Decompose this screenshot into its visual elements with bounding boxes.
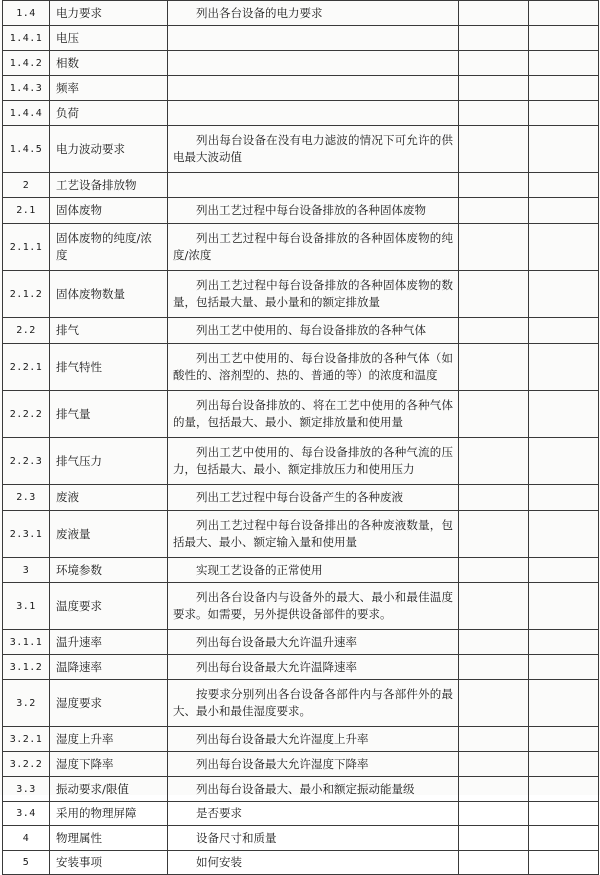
blank-cell bbox=[459, 391, 529, 438]
row-number: 1.4 bbox=[3, 1, 50, 26]
blank-cell bbox=[459, 583, 529, 630]
blank-cell bbox=[529, 511, 599, 558]
table-row bbox=[3, 485, 599, 511]
row-number: 2.2.2 bbox=[3, 391, 50, 438]
blank-cell bbox=[529, 802, 599, 826]
row-item: 工艺设备排放物 bbox=[50, 173, 168, 198]
table-row bbox=[3, 826, 599, 851]
blank-cell bbox=[459, 826, 529, 851]
blank-cell bbox=[529, 76, 599, 101]
blank-cell bbox=[459, 558, 529, 583]
row-item: 物理属性 bbox=[50, 826, 168, 851]
blank-cell bbox=[529, 826, 599, 851]
row-description: 列出工艺中使用的、每台设备排放的各种气体 bbox=[168, 318, 459, 344]
blank-cell bbox=[459, 344, 529, 391]
blank-cell bbox=[529, 727, 599, 752]
row-number: 4 bbox=[3, 826, 50, 851]
row-description: 列出工艺过程中每台设备排放的各种固体废物的数量，包括最大量、最小量和的额定排放量 bbox=[168, 271, 459, 318]
table-row bbox=[3, 391, 599, 438]
blank-cell bbox=[529, 680, 599, 727]
blank-cell bbox=[529, 173, 599, 198]
blank-cell bbox=[459, 271, 529, 318]
blank-cell bbox=[529, 318, 599, 344]
blank-cell bbox=[529, 101, 599, 126]
table-body bbox=[3, 1, 599, 875]
table-row bbox=[3, 1, 599, 26]
blank-cell bbox=[529, 344, 599, 391]
row-number: 2.3.1 bbox=[3, 511, 50, 558]
row-item: 采用的物理屏障 bbox=[50, 802, 168, 826]
blank-cell bbox=[529, 391, 599, 438]
row-number: 2.3 bbox=[3, 485, 50, 511]
blank-cell bbox=[459, 680, 529, 727]
blank-cell bbox=[529, 485, 599, 511]
blank-cell bbox=[459, 224, 529, 271]
blank-cell bbox=[459, 318, 529, 344]
row-number: 3.1 bbox=[3, 583, 50, 630]
blank-cell bbox=[459, 777, 529, 802]
blank-cell bbox=[529, 224, 599, 271]
table-row bbox=[3, 438, 599, 485]
row-description bbox=[168, 76, 459, 101]
table-row bbox=[3, 851, 599, 875]
row-number: 1.4.2 bbox=[3, 51, 50, 76]
row-item: 排气压力 bbox=[50, 438, 168, 485]
table-row bbox=[3, 583, 599, 630]
row-description: 列出每台设备最大允许温降速率 bbox=[168, 655, 459, 680]
row-description bbox=[168, 101, 459, 126]
row-description bbox=[168, 51, 459, 76]
blank-cell bbox=[529, 752, 599, 777]
row-item: 电压 bbox=[50, 26, 168, 51]
row-number: 1.4.5 bbox=[3, 126, 50, 173]
blank-cell bbox=[529, 26, 599, 51]
row-number: 3.2.1 bbox=[3, 727, 50, 752]
row-item: 湿度上升率 bbox=[50, 727, 168, 752]
table-row bbox=[3, 76, 599, 101]
row-description: 列出每台设备最大允许湿度下降率 bbox=[168, 752, 459, 777]
row-number: 1.4.3 bbox=[3, 76, 50, 101]
row-item: 固体废物 bbox=[50, 198, 168, 224]
row-number: 1.4.1 bbox=[3, 26, 50, 51]
row-number: 3.1.2 bbox=[3, 655, 50, 680]
row-description: 列出各台设备的电力要求 bbox=[168, 1, 459, 26]
row-description: 列出工艺过程中每台设备排放的各种固体废物 bbox=[168, 198, 459, 224]
row-description: 列出工艺中使用的、每台设备排放的各种气体（如酸性的、溶剂型的、热的、普通的等）的浓度和温度 bbox=[168, 344, 459, 391]
row-item: 固体废物数量 bbox=[50, 271, 168, 318]
row-item: 安装事项 bbox=[50, 851, 168, 875]
blank-cell bbox=[459, 511, 529, 558]
row-number: 2.1.1 bbox=[3, 224, 50, 271]
blank-cell bbox=[529, 655, 599, 680]
row-description: 按要求分别列出各台设备各部件内与各部件外的最大、最小和最佳湿度要求。 bbox=[168, 680, 459, 727]
row-number: 3.4 bbox=[3, 802, 50, 826]
blank-cell bbox=[529, 630, 599, 655]
row-item: 固体废物的纯度/浓度 bbox=[50, 224, 168, 271]
blank-cell bbox=[529, 777, 599, 802]
row-number: 3.1.1 bbox=[3, 630, 50, 655]
row-description: 如何安装 bbox=[168, 851, 459, 875]
table-row bbox=[3, 511, 599, 558]
table-row bbox=[3, 51, 599, 76]
row-description: 列出每台设备最大、最小和额定振动能量级 bbox=[168, 777, 459, 802]
row-item: 湿度下降率 bbox=[50, 752, 168, 777]
row-item: 排气 bbox=[50, 318, 168, 344]
row-item: 废液量 bbox=[50, 511, 168, 558]
row-item: 废液 bbox=[50, 485, 168, 511]
table-row bbox=[3, 318, 599, 344]
row-description bbox=[168, 173, 459, 198]
row-description: 是否要求 bbox=[168, 802, 459, 826]
blank-cell bbox=[459, 1, 529, 26]
row-description: 实现工艺设备的正常使用 bbox=[168, 558, 459, 583]
table-row bbox=[3, 777, 599, 802]
row-number: 3.2.2 bbox=[3, 752, 50, 777]
row-item: 电力波动要求 bbox=[50, 126, 168, 173]
blank-cell bbox=[459, 198, 529, 224]
blank-cell bbox=[529, 558, 599, 583]
row-item: 振动要求/限值 bbox=[50, 777, 168, 802]
row-item: 电力要求 bbox=[50, 1, 168, 26]
row-description: 设备尺寸和质量 bbox=[168, 826, 459, 851]
row-item: 湿度要求 bbox=[50, 680, 168, 727]
table-row bbox=[3, 630, 599, 655]
requirements-table bbox=[2, 0, 599, 875]
table-row bbox=[3, 727, 599, 752]
blank-cell bbox=[459, 438, 529, 485]
table-row bbox=[3, 752, 599, 777]
blank-cell bbox=[459, 802, 529, 826]
blank-cell bbox=[459, 752, 529, 777]
table-row bbox=[3, 26, 599, 51]
blank-cell bbox=[459, 26, 529, 51]
blank-cell bbox=[459, 101, 529, 126]
blank-cell bbox=[529, 51, 599, 76]
row-item: 排气特性 bbox=[50, 344, 168, 391]
row-item: 相数 bbox=[50, 51, 168, 76]
row-number: 3.3 bbox=[3, 777, 50, 802]
blank-cell bbox=[459, 76, 529, 101]
row-item: 环境参数 bbox=[50, 558, 168, 583]
blank-cell bbox=[529, 271, 599, 318]
blank-cell bbox=[459, 630, 529, 655]
row-item: 排气量 bbox=[50, 391, 168, 438]
table-row bbox=[3, 173, 599, 198]
row-item: 频率 bbox=[50, 76, 168, 101]
table-row bbox=[3, 802, 599, 826]
blank-cell bbox=[529, 438, 599, 485]
blank-cell bbox=[459, 126, 529, 173]
blank-cell bbox=[529, 198, 599, 224]
table-row bbox=[3, 655, 599, 680]
table-row bbox=[3, 101, 599, 126]
row-number: 2.2 bbox=[3, 318, 50, 344]
row-description: 列出工艺过程中每台设备产生的各种废液 bbox=[168, 485, 459, 511]
table-row bbox=[3, 558, 599, 583]
row-description bbox=[168, 26, 459, 51]
blank-cell bbox=[459, 173, 529, 198]
row-item: 负荷 bbox=[50, 101, 168, 126]
row-number: 2.2.3 bbox=[3, 438, 50, 485]
row-item: 温度要求 bbox=[50, 583, 168, 630]
blank-cell bbox=[529, 583, 599, 630]
row-description: 列出工艺中使用的、每台设备排放的各种气流的压力，包括最大、最小、额定排放压力和使用压力 bbox=[168, 438, 459, 485]
row-description: 列出每台设备在没有电力滤波的情况下可允许的供电最大波动值 bbox=[168, 126, 459, 173]
row-description: 列出各台设备内与设备外的最大、最小和最佳温度要求。如需要，另外提供设备部件的要求。 bbox=[168, 583, 459, 630]
row-item: 温降速率 bbox=[50, 655, 168, 680]
table-row bbox=[3, 126, 599, 173]
table-row bbox=[3, 224, 599, 271]
blank-cell bbox=[529, 126, 599, 173]
row-description: 列出每台设备排放的、将在工艺中使用的各种气体的量，包括最大、最小、额定排放量和使用量 bbox=[168, 391, 459, 438]
row-description: 列出每台设备最大允许温升速率 bbox=[168, 630, 459, 655]
table-row bbox=[3, 680, 599, 727]
row-number: 1.4.4 bbox=[3, 101, 50, 126]
row-item: 温升速率 bbox=[50, 630, 168, 655]
row-description: 列出工艺过程中每台设备排出的各种废液数量，包括最大、最小、额定输入量和使用量 bbox=[168, 511, 459, 558]
row-number: 2.2.1 bbox=[3, 344, 50, 391]
blank-cell bbox=[459, 851, 529, 875]
blank-cell bbox=[459, 727, 529, 752]
row-number: 3 bbox=[3, 558, 50, 583]
table-row bbox=[3, 271, 599, 318]
row-number: 3.2 bbox=[3, 680, 50, 727]
table-row bbox=[3, 198, 599, 224]
row-number: 5 bbox=[3, 851, 50, 875]
blank-cell bbox=[529, 1, 599, 26]
table-row bbox=[3, 344, 599, 391]
row-number: 2.1 bbox=[3, 198, 50, 224]
row-description: 列出工艺过程中每台设备排放的各种固体废物的纯度/浓度 bbox=[168, 224, 459, 271]
blank-cell bbox=[529, 851, 599, 875]
blank-cell bbox=[459, 485, 529, 511]
row-number: 2 bbox=[3, 173, 50, 198]
blank-cell bbox=[459, 51, 529, 76]
blank-cell bbox=[459, 655, 529, 680]
row-number: 2.1.2 bbox=[3, 271, 50, 318]
row-description: 列出每台设备最大允许湿度上升率 bbox=[168, 727, 459, 752]
